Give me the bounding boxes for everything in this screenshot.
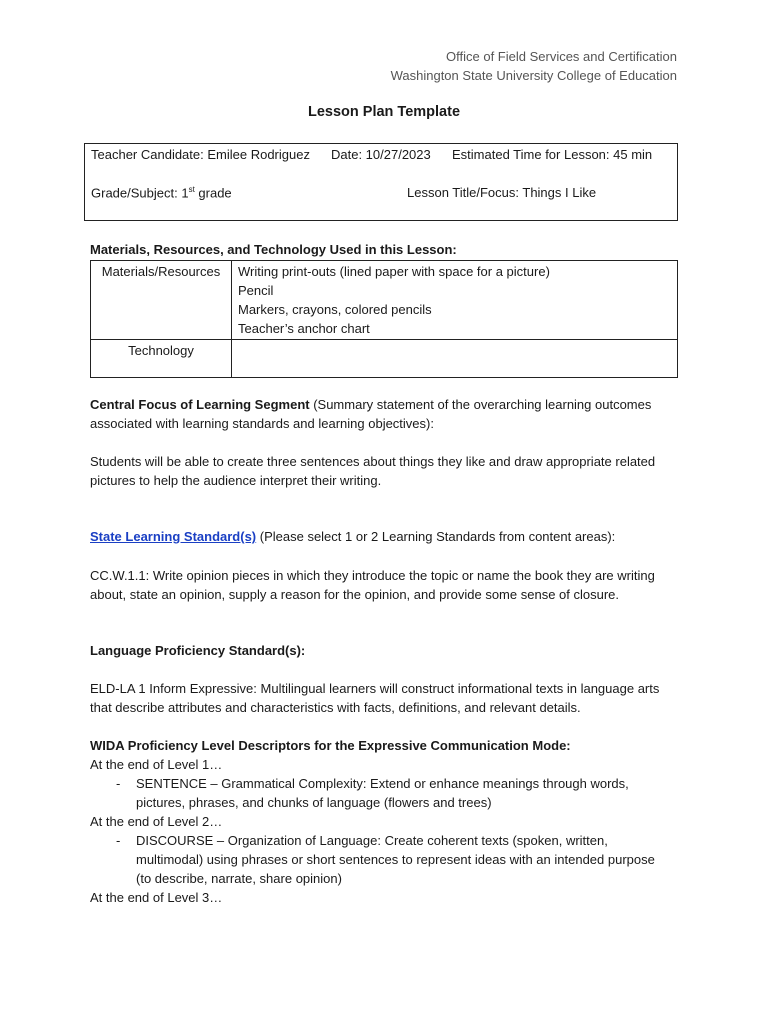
language-body: ELD-LA 1 Inform Expressive: Multilingual learners will construct informational texts in language arts that describe attributes and characteristics with facts, definitions, and relevant details. xyxy=(90,681,660,715)
wida-level-2: At the end of Level 2… xyxy=(90,814,223,829)
state-standards-link[interactable]: State Learning Standard(s) xyxy=(90,529,257,544)
state-standards-desc: (Please select 1 or 2 Learning Standards from content areas): xyxy=(256,529,616,544)
technology-label: Technology xyxy=(91,340,232,378)
lesson-info-box xyxy=(84,143,678,221)
bullet: - xyxy=(116,776,121,791)
list-item: Writing print-outs (lined paper with space for a picture) xyxy=(238,264,550,279)
office-name: Office of Field Services and Certification xyxy=(446,49,677,64)
wida-level-3: At the end of Level 3… xyxy=(90,890,223,905)
state-standards-prompt xyxy=(90,527,680,546)
materials-label: Materials/Resources xyxy=(91,261,232,340)
wida-item-2: DISCOURSE – Organization of Language: Create coherent texts (spoken, written, multimodal) using phrases or short sentences to represent ideas with an intended purpose (to describe, narrate, share opinion) xyxy=(136,833,655,886)
table-row xyxy=(91,340,678,378)
list-item: Markers, crayons, colored pencils xyxy=(238,302,432,317)
page-title: Lesson Plan Template xyxy=(307,104,461,120)
grade-subject: Grade/Subject: 1st grade xyxy=(91,185,232,201)
list-item: Teacher’s anchor chart xyxy=(238,321,370,336)
table-row xyxy=(91,261,678,340)
central-focus-prompt xyxy=(90,395,680,433)
materials-heading: Materials, Resources, and Technology Used in this Lesson: xyxy=(90,242,457,257)
wida-heading: WIDA Proficiency Level Descriptors for the Expressive Communication Mode: xyxy=(90,738,571,753)
lesson-date: Date: 10/27/2023 xyxy=(331,147,431,162)
materials-list xyxy=(232,261,678,340)
list-item: Pencil xyxy=(238,283,274,298)
central-focus-heading: Central Focus of Learning Segment xyxy=(90,397,310,412)
teacher-candidate: Teacher Candidate: Emilee Rodriguez xyxy=(91,147,310,162)
language-heading: Language Proficiency Standard(s): xyxy=(90,643,306,658)
college-name: Washington State University College of Education xyxy=(390,68,677,83)
wida-item-1: SENTENCE – Grammatical Complexity: Extend or enhance meanings through words, pictures, phrases, and chunks of language (flowers and trees) xyxy=(136,776,629,810)
bullet: - xyxy=(116,833,121,848)
lesson-title: Lesson Title/Focus: Things I Like xyxy=(407,185,597,200)
estimated-time: Estimated Time for Lesson: 45 min xyxy=(452,147,653,162)
central-focus-body: Students will be able to create three sentences about things they like and draw appropriate related pictures to help the audience interpret their writing. xyxy=(90,454,656,488)
technology-cell xyxy=(232,340,678,378)
state-standards-body: CC.W.1.1: Write opinion pieces in which they introduce the topic or name the book they are writing about, state an opinion, supply a reason for the opinion, and provide some sense of closure. xyxy=(90,568,655,602)
materials-table xyxy=(90,260,678,378)
office-header xyxy=(391,47,677,85)
wida-level-1: At the end of Level 1… xyxy=(90,757,223,772)
central-focus-desc: (Summary statement of the overarching learning outcomes associated with learning standards and learning objectives): xyxy=(90,397,652,431)
